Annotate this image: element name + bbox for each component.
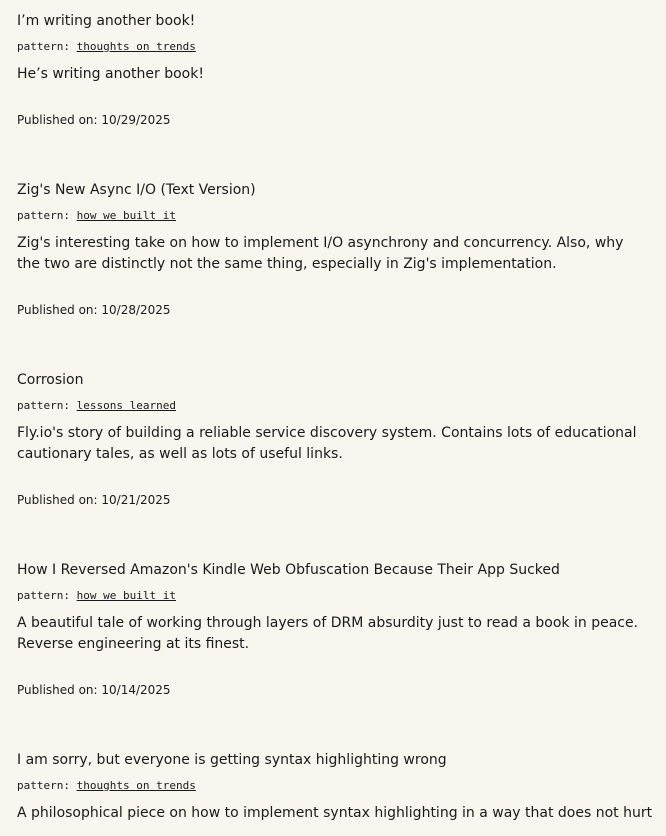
published-prefix: Published on: [17,113,102,127]
post-item [17,11,647,127]
published-value: 10/28/2025 [101,303,171,317]
pattern-line [17,779,196,793]
post-description: He’s writing another book! [17,66,204,82]
published-date [17,112,171,128]
published-date [17,682,171,698]
published-date [17,302,171,318]
post-title[interactable]: Zig's New Async I/O (Text Version) [17,182,256,198]
post-title[interactable]: Corrosion [17,372,84,388]
pattern-link[interactable]: thoughts on trends [76,779,196,792]
pattern-link[interactable]: how we built it [76,589,176,602]
pattern-prefix: pattern: [17,779,77,792]
post-description: Fly.io's story of building a reliable service discovery system. Contains lots of educational cautionary tales, as well as lots of useful links. [17,425,637,462]
published-value: 10/14/2025 [101,683,171,697]
published-prefix: Published on: [17,493,102,507]
post-title[interactable]: I’m writing another book! [17,13,196,29]
pattern-line [17,589,176,603]
published-date [17,492,171,508]
pattern-prefix: pattern: [17,40,77,53]
post-title[interactable]: I am sorry, but everyone is getting syntax highlighting wrong [17,752,447,768]
pattern-line [17,209,176,223]
post-title[interactable]: How I Reversed Amazon's Kindle Web Obfuscation Because Their App Sucked [17,562,560,578]
published-prefix: Published on: [17,683,102,697]
pattern-link[interactable]: how we built it [76,209,176,222]
post-item [17,370,647,507]
pattern-link[interactable]: thoughts on trends [76,40,196,53]
pattern-prefix: pattern: [17,399,77,412]
published-value: 10/21/2025 [101,493,171,507]
pattern-line [17,399,176,413]
post-description: A beautiful tale of working through layers of DRM absurdity just to read a book in peace. Reverse engineering at its finest. [17,615,639,652]
pattern-line [17,40,196,54]
published-value: 10/29/2025 [101,113,171,127]
post-item [17,180,647,317]
pattern-prefix: pattern: [17,589,77,602]
post-item [17,560,647,697]
post-description: A philosophical piece on how to implement syntax highlighting in a way that does not hurt [17,805,653,821]
pattern-prefix: pattern: [17,209,77,222]
post-item [17,750,653,821]
published-prefix: Published on: [17,303,102,317]
post-description: Zig's interesting take on how to implement I/O asynchrony and concurrency. Also, why the two are distinctly not the same thing, especially in Zig's implementation. [17,235,624,272]
pattern-link[interactable]: lessons learned [76,399,176,412]
